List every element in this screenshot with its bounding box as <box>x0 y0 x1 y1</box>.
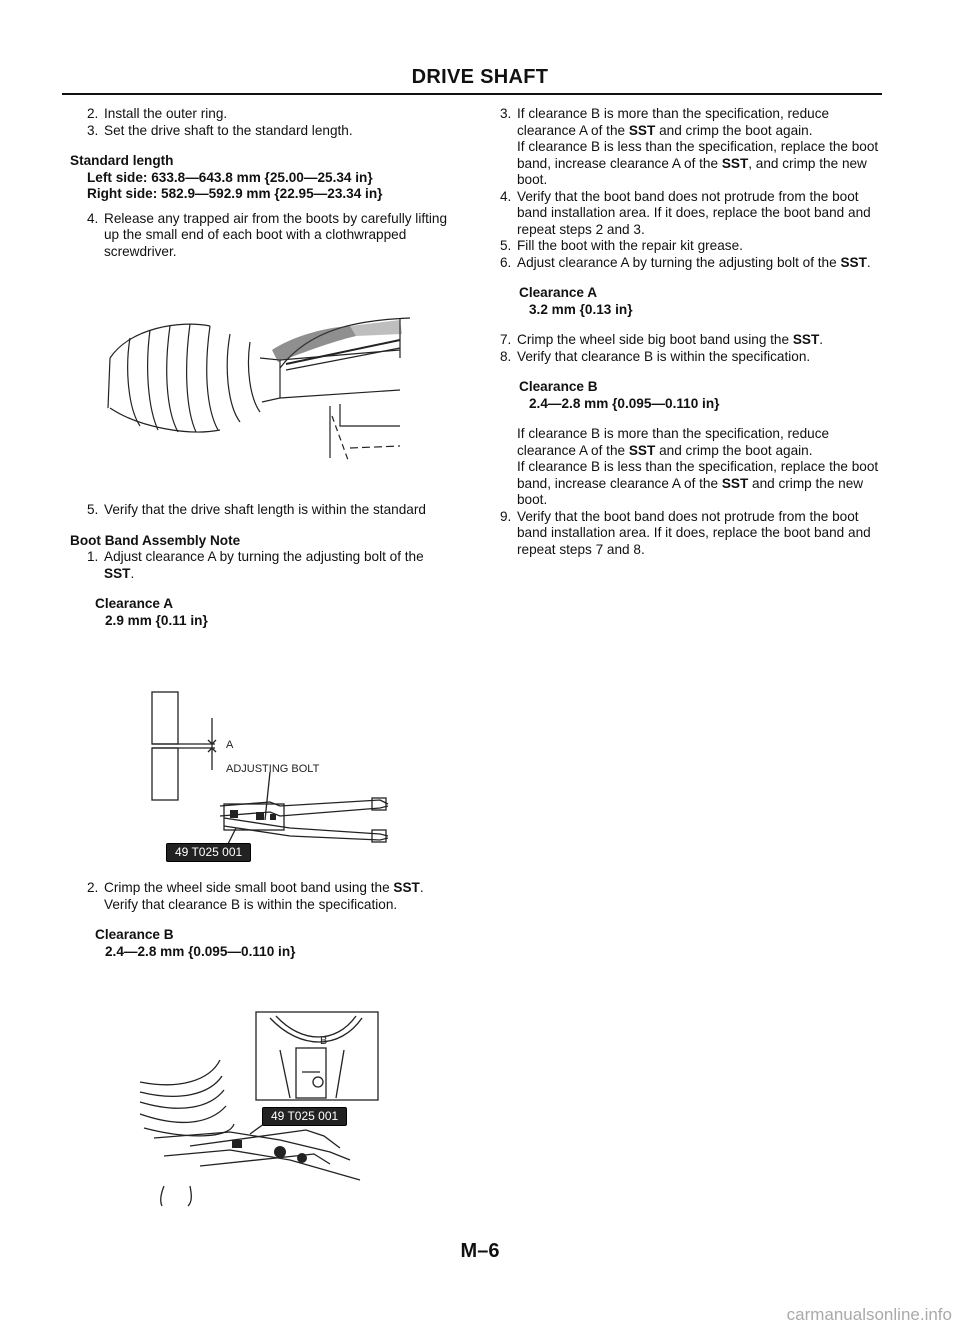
spec-label: Clearance B <box>519 379 598 394</box>
step-number: 8. <box>500 348 512 364</box>
clearance-note: If clearance B is more than the specification, reduce clearance A of the SST and crimp the boot again. If clearance B is less than the specification, replace the boot band, increase clearance A of the SST and crimp the new boot. <box>517 426 879 507</box>
step-number: 5. <box>500 238 512 253</box>
list-item <box>500 238 890 255</box>
step-text: Verify that the boot band does not protrude from the boot band installation area. If it does, replace the boot band and repeat steps 2 and 3. <box>517 188 871 237</box>
crimp-boot-band-figure <box>130 1010 390 1210</box>
list-item <box>70 211 455 261</box>
clearance-a-label: A <box>226 739 234 751</box>
watermark: carmanualsonline.info <box>786 1305 952 1324</box>
clearance-b-spec <box>500 379 890 412</box>
list-item <box>500 349 890 366</box>
page-title: DRIVE SHAFT <box>411 66 549 88</box>
step-text: Verify that the boot band does not protrude from the boot band installation area. If it does, replace the boot band and repeat steps 7 and 8. <box>517 508 871 557</box>
title-rule <box>62 93 882 95</box>
sst-ref: SST <box>840 254 867 270</box>
step-text: Release any trapped air from the boots by carefully lifting up the small end of each boot with a clothwrapped screwdriver. <box>104 210 448 259</box>
list-item <box>70 123 455 140</box>
sst-ref: SST <box>628 442 656 458</box>
spec-label: Clearance A <box>519 285 598 300</box>
step-text: Set the drive shaft to the standard length. <box>104 122 353 138</box>
list-item <box>500 332 890 349</box>
sst-ref: SST <box>721 155 749 171</box>
step-text: Crimp the wheel side big boot band using the SST. <box>517 332 824 347</box>
sst-ref: SST <box>628 122 656 138</box>
spec-value: 2.9 mm {0.11 in} <box>105 612 208 628</box>
step-text: Adjust clearance A by turning the adjusting bolt of the SST. <box>104 549 424 581</box>
spec-label: Clearance B <box>95 927 174 942</box>
left-side-length: Left side: 633.8—643.8 mm {25.00—25.34 in} <box>87 169 373 185</box>
list-item <box>500 255 890 272</box>
sst-code-badge: 49 T025 001 <box>166 843 251 862</box>
step-number: 9. <box>500 508 512 524</box>
boot-screwdriver-figure <box>100 298 420 478</box>
list-item <box>70 880 455 913</box>
clearance-a-spec <box>70 596 455 629</box>
spec-value: 2.4—2.8 mm {0.095—0.110 in} <box>105 943 296 959</box>
sst-ref: SST <box>792 332 820 347</box>
list-item <box>500 509 890 559</box>
list-item <box>500 106 890 189</box>
left-column-bottom <box>70 880 455 960</box>
list-item <box>70 502 455 519</box>
left-column <box>70 106 455 260</box>
clearance-b-label: B <box>320 1035 328 1047</box>
step-number: 5. <box>87 502 99 517</box>
sst-adjusting-bolt-figure <box>140 688 410 868</box>
spec-value: 3.2 mm {0.13 in} <box>529 301 633 317</box>
sst-ref: SST <box>721 475 749 491</box>
step-text: Verify that the drive shaft length is within the standard <box>104 502 426 517</box>
sst-ref: SST <box>393 880 420 895</box>
step-number: 1. <box>87 549 99 564</box>
left-column-lower <box>70 502 455 629</box>
step-text: Crimp the wheel side small boot band using the SST. Verify that clearance B is within the specification. <box>104 880 424 912</box>
list-item <box>500 189 890 239</box>
clearance-b-spec <box>70 927 455 960</box>
adjusting-bolt-label: ADJUSTING BOLT <box>226 763 320 775</box>
step-number: 4. <box>500 188 512 204</box>
right-side-length: Right side: 582.9—592.9 mm {22.95—23.34 in} <box>87 186 383 201</box>
step-text: Install the outer ring. <box>104 106 228 121</box>
spec-value: 2.4—2.8 mm {0.095—0.110 in} <box>529 395 720 411</box>
step-number: 6. <box>500 254 512 270</box>
list-item <box>70 549 455 582</box>
spec-label: Clearance A <box>95 596 174 611</box>
step-text: If clearance B is more than the specification, reduce clearance A of the SST and crimp the boot again. If clearance B is less than the specification, replace the boot band, increase clearance A of the SST, and crimp the new boot. <box>517 106 879 187</box>
step-number: 4. <box>87 210 99 226</box>
list-item <box>70 106 455 123</box>
standard-length-heading: Standard length <box>70 153 174 168</box>
step-number: 3. <box>87 122 99 138</box>
step-text: Verify that clearance B is within the specification. <box>517 348 811 364</box>
boot-band-note-heading: Boot Band Assembly Note <box>70 532 241 548</box>
clearance-a-spec <box>500 285 890 318</box>
step-number: 2. <box>87 106 99 121</box>
sst-ref: SST <box>104 565 131 581</box>
step-text: Fill the boot with the repair kit grease. <box>517 238 743 253</box>
right-column <box>500 106 890 558</box>
step-number: 3. <box>500 106 512 121</box>
step-text: Adjust clearance A by turning the adjusting bolt of the SST. <box>517 254 871 270</box>
step-number: 2. <box>87 880 99 895</box>
page-number: M–6 <box>460 1240 500 1262</box>
step-number: 7. <box>500 332 512 347</box>
sst-code-badge: 49 T025 001 <box>262 1107 347 1126</box>
